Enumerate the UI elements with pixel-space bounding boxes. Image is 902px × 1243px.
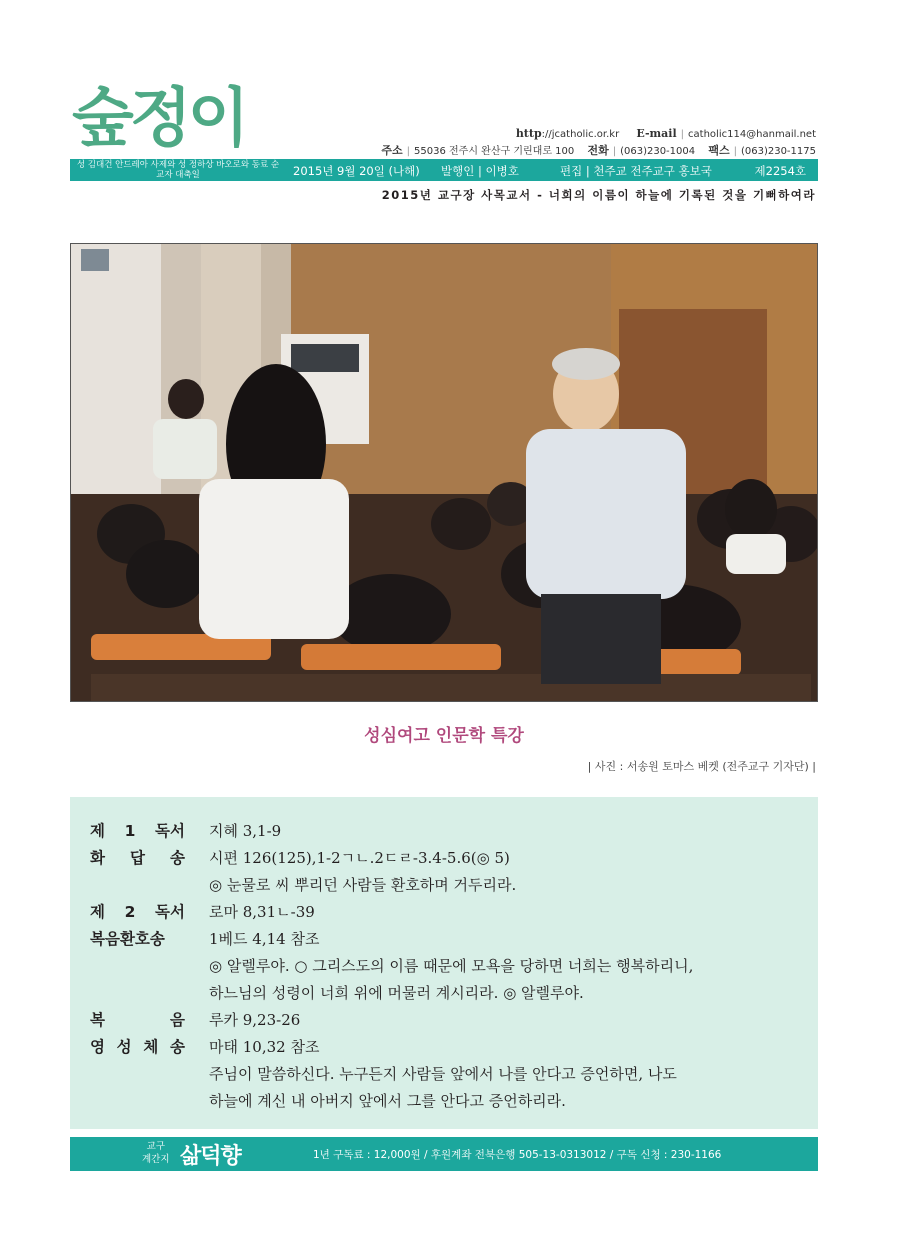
- reading-text: 시편 126(125),1-2ㄱㄴ.2ㄷㄹ-3.4-5.6(◎ 5): [209, 849, 510, 867]
- subscription-info: 1년 구독료 : 12,000원 / 후원계좌 전북은행 505-13-0313012 / 구독 신청 : 230-1166: [313, 1149, 722, 1161]
- reading-text: 루카 9,23-26: [209, 1011, 301, 1029]
- contact-line-address: [381, 142, 816, 158]
- reading-text: 1베드 4,14 참조: [209, 930, 320, 948]
- website-url[interactable]: ://jcatholic.or.kr: [541, 129, 620, 140]
- phone-value: (063)230-1004: [620, 146, 696, 157]
- mass-readings-box: [70, 797, 818, 1129]
- newsletter-logo: 숲정이: [72, 82, 246, 156]
- phone-label: 전화: [587, 144, 609, 157]
- magazine-logo: 삶덕향: [180, 1143, 241, 1169]
- email-address[interactable]: catholic114@hanmail.net: [688, 129, 816, 140]
- reading-text: 하늘에 계신 내 아버지 앞에서 그를 안다고 증언하리라.: [209, 1092, 566, 1110]
- email-label: E-mail: [636, 127, 677, 140]
- reading-text: ◎ 알렐루야. ○ 그리스도의 이름 때문에 모욕을 당하면 너희는 행복하리니,: [209, 957, 694, 975]
- fax-value: (063)230-1175: [740, 146, 816, 157]
- reading-label: 제 1 독서: [90, 822, 185, 840]
- address-label: 주소: [381, 144, 403, 157]
- footer-label-top: 교구: [146, 1141, 165, 1152]
- issue-number: 제2254호: [754, 164, 806, 178]
- publisher: 발행인 | 이병호: [441, 164, 519, 178]
- subscription-footer: [70, 1137, 818, 1171]
- photo-credit: | 사진 : 서송원 토마스 베켓 (전주교구 기자단) |: [587, 760, 816, 773]
- photo-illustration: [71, 244, 818, 702]
- url-label: http: [515, 127, 542, 140]
- reading-label: 제 2 독서: [90, 903, 185, 921]
- issue-date: 2015년 9월 20일 (나해): [293, 164, 420, 178]
- reading-text: 마태 10,32 참조: [209, 1038, 320, 1056]
- editor: 편집 | 천주교 전주교구 홍보국: [560, 164, 712, 178]
- lecture-photo: [70, 243, 818, 702]
- reading-text: 로마 8,31ㄴ-39: [209, 903, 315, 921]
- magazine-type-label: [142, 1140, 170, 1166]
- feast-day-title: 성 김대건 안드레아 사제와 성 정하상 바오로와 동료 순교자 대축일: [76, 160, 280, 180]
- reading-text: 하느님의 성령이 너희 위에 머물러 계시리라. ◎ 알렐루야.: [209, 984, 584, 1002]
- reading-label: 복음환호송: [90, 930, 165, 948]
- separator: |: [680, 129, 685, 140]
- footer-label-bottom: 계간지: [142, 1154, 170, 1165]
- separator: |: [733, 146, 737, 157]
- reading-text: 지혜 3,1-9: [209, 822, 282, 840]
- address-value: 55036 전주시 완산구 기린대로 100: [414, 146, 575, 157]
- issue-info-bar: [70, 159, 818, 181]
- reading-label: 복 음: [90, 1011, 185, 1029]
- pastoral-motto: 2015년 교구장 사목교서 - 너희의 이름이 하늘에 기록된 것을 기뻐하여라: [381, 188, 816, 202]
- photo-caption: 성심여고 인문학 특강: [364, 726, 524, 746]
- separator: |: [612, 146, 617, 157]
- separator: |: [406, 146, 411, 157]
- reading-text: 주님이 말씀하신다. 누구든지 사람들 앞에서 나를 안다고 증언하면, 나도: [209, 1065, 677, 1083]
- reading-label: 영 성 체 송: [90, 1038, 185, 1056]
- fax-label: 팩스: [708, 144, 730, 157]
- reading-text: ◎ 눈물로 씨 뿌리던 사람들 환호하며 거두리라.: [209, 876, 517, 894]
- contact-line-web: [516, 127, 816, 140]
- reading-label: 화 답 송: [90, 849, 185, 867]
